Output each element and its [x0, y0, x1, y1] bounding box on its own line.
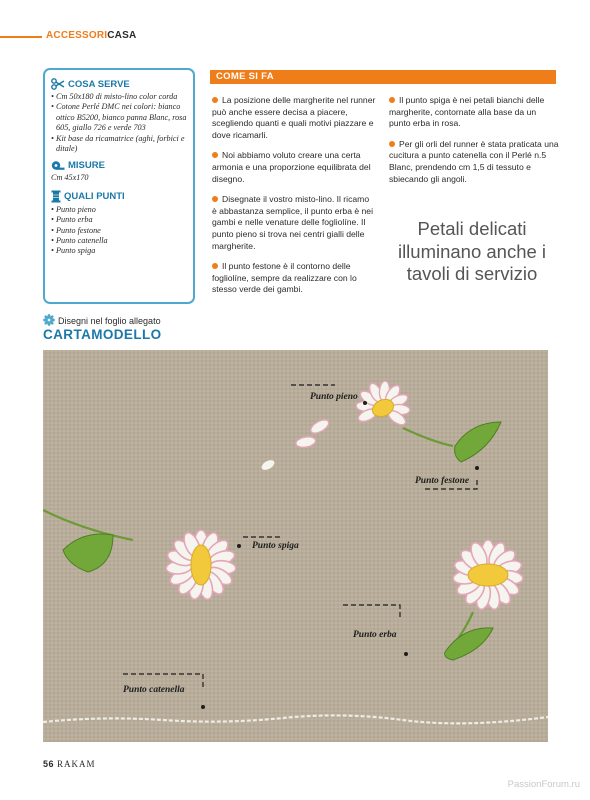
asterisk-flower-icon [43, 314, 55, 328]
instruction-paragraph: La posizione delle margherite nel runner può anche essere decisa a piacere, scegliendo quanti e quali motivi piazzare e dove ricamarli. [212, 95, 376, 140]
subsection-name: CASA [107, 30, 137, 41]
materials-list [51, 92, 187, 154]
pattern-note-text: Disegni nel foglio allegato [58, 316, 161, 326]
pattern-note [43, 314, 161, 328]
instructions-column-1 [212, 95, 376, 305]
page-footer [43, 759, 96, 769]
cartamodello-title: CARTAMODELLO [43, 327, 162, 342]
instruction-paragraph: Il punto spiga è nei petali bianchi delle margherite, contornate alla base da un punto erba in rosa. [389, 95, 545, 129]
instruction-paragraph: Noi abbiamo voluto creare una certa armonia e una proporzione equilibrata del disegno. [212, 150, 371, 184]
list-item: • Punto festone [51, 226, 187, 236]
instruction-paragraph: Il punto festone è il contorno delle fogliolíne, sempre da realizzare con lo stesso verde dei gambi. [212, 261, 357, 295]
misure-heading [51, 160, 187, 171]
bullet-dot-icon [212, 263, 218, 269]
instructions-heading: COME SI FA [210, 70, 556, 84]
scissors-icon [51, 78, 65, 90]
list-item: • Punto catenella [51, 236, 187, 246]
misure-title: MISURE [68, 160, 105, 172]
bullet-dot-icon [212, 97, 218, 103]
list-item: • Punto erba [51, 215, 187, 225]
quali-punti-title: QUALI PUNTI [64, 190, 125, 202]
callout-punto-festone: Punto festone [415, 476, 470, 486]
list-item: • Cm 50x180 di misto-lino color corda [51, 92, 187, 102]
callout-punto-pieno: Punto pieno [310, 392, 358, 402]
bullet-dot-icon [212, 196, 218, 202]
page-number: 56 [43, 759, 55, 769]
pull-quote: Petali delicati illuminano anche i tavoli di servizio [397, 218, 547, 284]
thread-spool-icon [51, 190, 61, 203]
instruction-paragraph: Per gli orli del runner è stata praticata una cucitura a punto catenella con il Perlé n.5 Blanc, prendendo cm 1,5 di tessuto e sbiecando gli angoli. [389, 138, 559, 184]
section-header [46, 30, 136, 41]
bullet-dot-icon [212, 152, 218, 158]
callout-punto-catenella: Punto catenella [123, 685, 185, 695]
section-name: ACCESSORI [46, 30, 108, 41]
tape-measure-icon [51, 160, 65, 171]
list-item: • Kit base da ricamatrice (aghi, forbici e ditale) [51, 134, 187, 155]
bullet-dot-icon [389, 97, 395, 103]
instruction-paragraph: Disegnate il vostro misto-lino. Il ricamo è abbastanza semplice, il punto erba è nei gambi e nelle venature delle fogliolíne. Il punto pieno si trova nei centri gialli delle margherite. [212, 194, 373, 251]
callout-punto-erba: Punto erba [353, 630, 397, 640]
magazine-name: RAKAM [57, 759, 96, 769]
materials-box [43, 68, 195, 304]
embroidery-photo [43, 350, 548, 742]
misure-value: Cm 45x170 [51, 173, 89, 183]
header-accent-rule [0, 36, 42, 38]
list-item: • Cotone Perlé DMC nei colori: bianco ottico B5200, bianco panna Blanc, rosa 605, giallo 726 e verde 703 [51, 102, 187, 133]
bullet-dot-icon [389, 141, 395, 147]
list-item: • Punto pieno [51, 205, 187, 215]
instructions-column-2 [389, 95, 559, 194]
cosa-serve-title: COSA SERVE [68, 78, 130, 90]
cosa-serve-heading [51, 78, 187, 90]
quali-punti-heading [51, 190, 187, 203]
watermark: PassionForum.ru [507, 779, 580, 790]
stitches-list [51, 205, 187, 257]
list-item: • Punto spiga [51, 246, 187, 256]
callout-punto-spiga: Punto spiga [252, 541, 299, 551]
